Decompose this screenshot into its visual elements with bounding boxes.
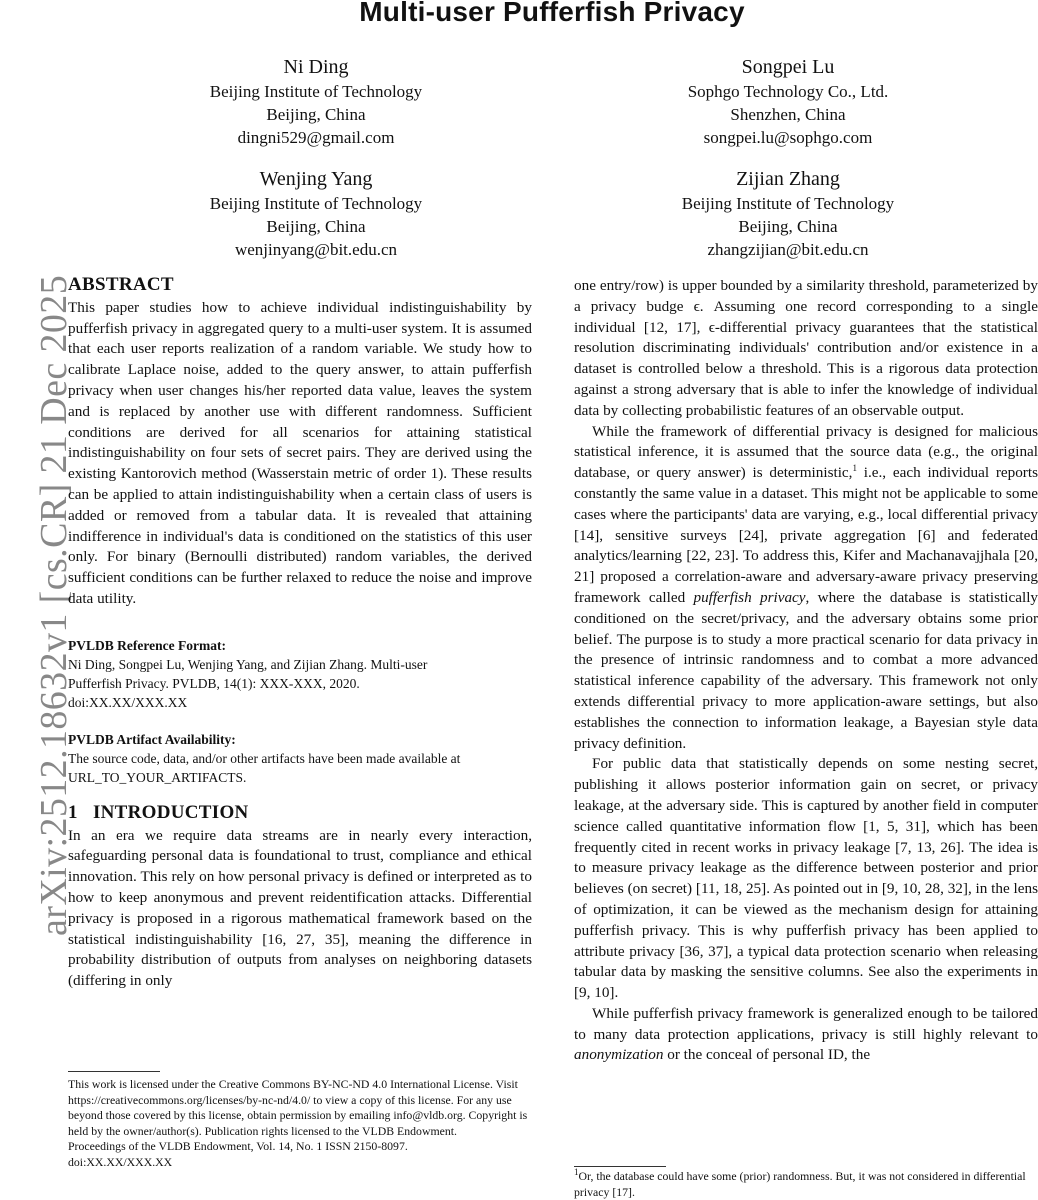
- author-affiliation: Sophgo Technology Co., Ltd.: [687, 82, 889, 101]
- text-run: , where the database is statistically conditioned on the secret/privacy, and the adversary obtains some prior belief. The purpose is to study a more practical scenario for data privacy in the presence of intrinsic randomness and to combat a more advanced statistical inference capability of the adversary. This framework not only extends differential privacy to more application-aware settings, but also establishes the connection to information leakage, a Bayesian style data privacy definition.: [574, 588, 1038, 752]
- body-paragraph: [574, 422, 1038, 755]
- abstract-heading: ABSTRACT: [68, 274, 174, 295]
- author-affiliation: Beijing Institute of Technology: [681, 194, 895, 213]
- emphasis-text: anonymization: [574, 1046, 664, 1064]
- body-paragraph: For public data that statistically depends on some nesting secret, publishing it allows posterior information gain on secret, or privacy leakage, at the adversary side. This is captured by another field in computer science called quantitative information flow [1, 5, 31], which has been frequently cited in recent works in privacy leakage [7, 13, 26]. The idea is to measure privacy leakage as the difference between posterior and prior believes (on secret) [11, 18, 25]. As pointed out in [9, 10, 28, 32], in the lens of optimization, it can be viewed as the mechanism design for attaining pufferfish privacy. This is why pufferfish privacy has been applied to attribute privacy [36, 37], a typical data protection scenario when releasing tabular data by masking the sensitive columns. See also the experiments in [9, 10].: [574, 755, 1038, 1002]
- license-text: This work is licensed under the Creative Commons BY-NC-ND 4.0 International License. Visit https://creativecommons.org/licenses/by-nc-nd/4.0/ to view a copy of this license. For any use beyond those covered by this license, obtain permission by emailing info@vldb.org. Copyright is held by the owner/author(s). Publication rights licensed to the VLDB Endowment.: [68, 1077, 528, 1138]
- author-name: Zijian Zhang: [736, 168, 840, 190]
- footnote-text: [574, 1169, 1038, 1200]
- author-block: [136, 55, 496, 149]
- arxiv-sidebar: [0, 0, 75, 940]
- author-block: [136, 167, 496, 261]
- author-block: [608, 55, 968, 149]
- author-email: zhangzijian@bit.edu.cn: [707, 240, 869, 259]
- author-name: Wenjing Yang: [259, 168, 373, 190]
- artifact-line: The source code, data, and/or other artifacts have been made available at: [68, 750, 461, 766]
- body-paragraph: one entry/row) is upper bounded by a similarity threshold, parameterized by a privacy budge ϵ. Assuming one record corresponding to a single individual [12, 17], ϵ-differential privacy guarantees that the statistical resolution discriminating individuals' contribution and/or existence in a dataset is controlled below a threshold. This is a rigorous data protection against a strong adversary that is able to infer the knowledge of individual data by collecting probabilistic features of an observable output.: [574, 277, 1038, 419]
- left-column: [68, 275, 532, 992]
- license-doi: doi:XX.XX/XXX.XX: [68, 1154, 173, 1169]
- intro-paragraph: In an era we require data streams are in nearly every interaction, safeguarding personal data is foundational to trust, compliance and ethical innovation. This rely on how personal privacy is defined or interpreted as to how to keep anonymous and prevent reidentification attacks. Differential privacy is proposed in a rigorous mathematical framework based on the statistical indistinguishability [16, 27, 35], meaning the difference in probability distribution of outputs from analyses on neighboring datasets (differing in only: [68, 826, 532, 990]
- text-run: i.e., each individual reports constantly the same value in a dataset. This might not be applicable to some cases where the participants' data are varying, e.g., local differential privacy [14], sensitive surveys [24], private aggregation [6] and federated analytics/learning [22, 23]. To address this, Kifer and Machanavajjhala [20, 21] proposed a correlation-aware and adversary-aware privacy preserving framework called: [574, 464, 1038, 606]
- artifact-line: URL_TO_YOUR_ARTIFACTS.: [68, 769, 247, 785]
- right-column: [574, 276, 1038, 1066]
- footnote-rule: [574, 1166, 666, 1167]
- text-run: While the framework of differential privacy is designed for malicious statistical inference, it is assumed that the source data (e.g., the original database, or query answer) is deterministic,: [574, 422, 1038, 482]
- footnote: [574, 1169, 1038, 1200]
- footnote-marker: 1: [852, 463, 857, 474]
- reference-format: [68, 636, 532, 712]
- artifact-availability: [68, 730, 532, 787]
- author-affiliation: Beijing Institute of Technology: [209, 82, 423, 101]
- body-paragraph: [574, 1004, 1038, 1066]
- footnote-number: 1: [574, 1167, 579, 1178]
- footnote-rule: [68, 1071, 160, 1072]
- author-block: [608, 167, 968, 261]
- author-location: Beijing, China: [266, 105, 366, 124]
- author-location: Beijing, China: [738, 217, 838, 236]
- author-email: songpei.lu@sophgo.com: [703, 128, 873, 147]
- text-run: or the conceal of personal ID, the: [663, 1046, 871, 1064]
- author-name: Songpei Lu: [741, 56, 835, 78]
- reference-format-heading: PVLDB Reference Format:: [68, 637, 226, 653]
- paper-title: Multi-user Pufferfish Privacy: [359, 0, 745, 27]
- author-email: wenjinyang@bit.edu.cn: [234, 240, 397, 259]
- introduction-heading: 1 INTRODUCTION: [68, 801, 249, 823]
- arxiv-identifier: arXiv:2512.18632v1 [cs.CR] 21 Dec 2025: [33, 274, 75, 936]
- author-location: Shenzhen, China: [730, 105, 846, 124]
- artifact-heading: PVLDB Artifact Availability:: [68, 731, 236, 747]
- author-email: dingni529@gmail.com: [237, 128, 395, 147]
- abstract-text: This paper studies how to achieve individual indistinguishability by pufferfish privacy in aggregated query to a multi-user system. It is assumed that each user reports realization of a random variable. We study how to calibrate Laplace noise, added to the query answer, to attain pufferfish privacy when user changes his/her reported data value, leaves the system and is replaced by another use with different randomness. Sufficient conditions are derived for all scenarios for attaining statistical indistinguishability on four sets of secret pairs. They are derived using the existing Kantorovich method (Wasserstain metric of order 1). These results can be applied to attain indistinguishability when a certain class of users is added or removed from a tabular data. It is revealed that attaining indifference in individual's data is conditioned on the statistics of this user only. For binary (Bernoulli distributed) random variables, the derived sufficient conditions can be further relaxed to reduce the noise and improve data utility.: [68, 298, 532, 607]
- reference-format-doi: doi:XX.XX/XXX.XX: [68, 694, 188, 710]
- author-name: Ni Ding: [283, 56, 349, 78]
- reference-format-line: Ni Ding, Songpei Lu, Wenjing Yang, and Zijian Zhang. Multi-user: [68, 656, 428, 672]
- footnote-body: Or, the database could have some (prior) randomness. But, it was not considered in differential privacy [17].: [574, 1169, 1026, 1199]
- proceedings-text: Proceedings of the VLDB Endowment, Vol. 14, No. 1 ISSN 2150-8097.: [68, 1139, 408, 1154]
- license-note: [68, 1077, 530, 1171]
- author-affiliation: Beijing Institute of Technology: [209, 194, 423, 213]
- text-run: While pufferfish privacy framework is generalized enough to be tailored to many data protection applications, privacy is still highly relevant to: [574, 1004, 1038, 1043]
- reference-format-line: Pufferfish Privacy. PVLDB, 14(1): XXX-XXX, 2020.: [68, 675, 360, 691]
- author-location: Beijing, China: [266, 217, 366, 236]
- emphasis-text: pufferfish privacy: [693, 588, 806, 606]
